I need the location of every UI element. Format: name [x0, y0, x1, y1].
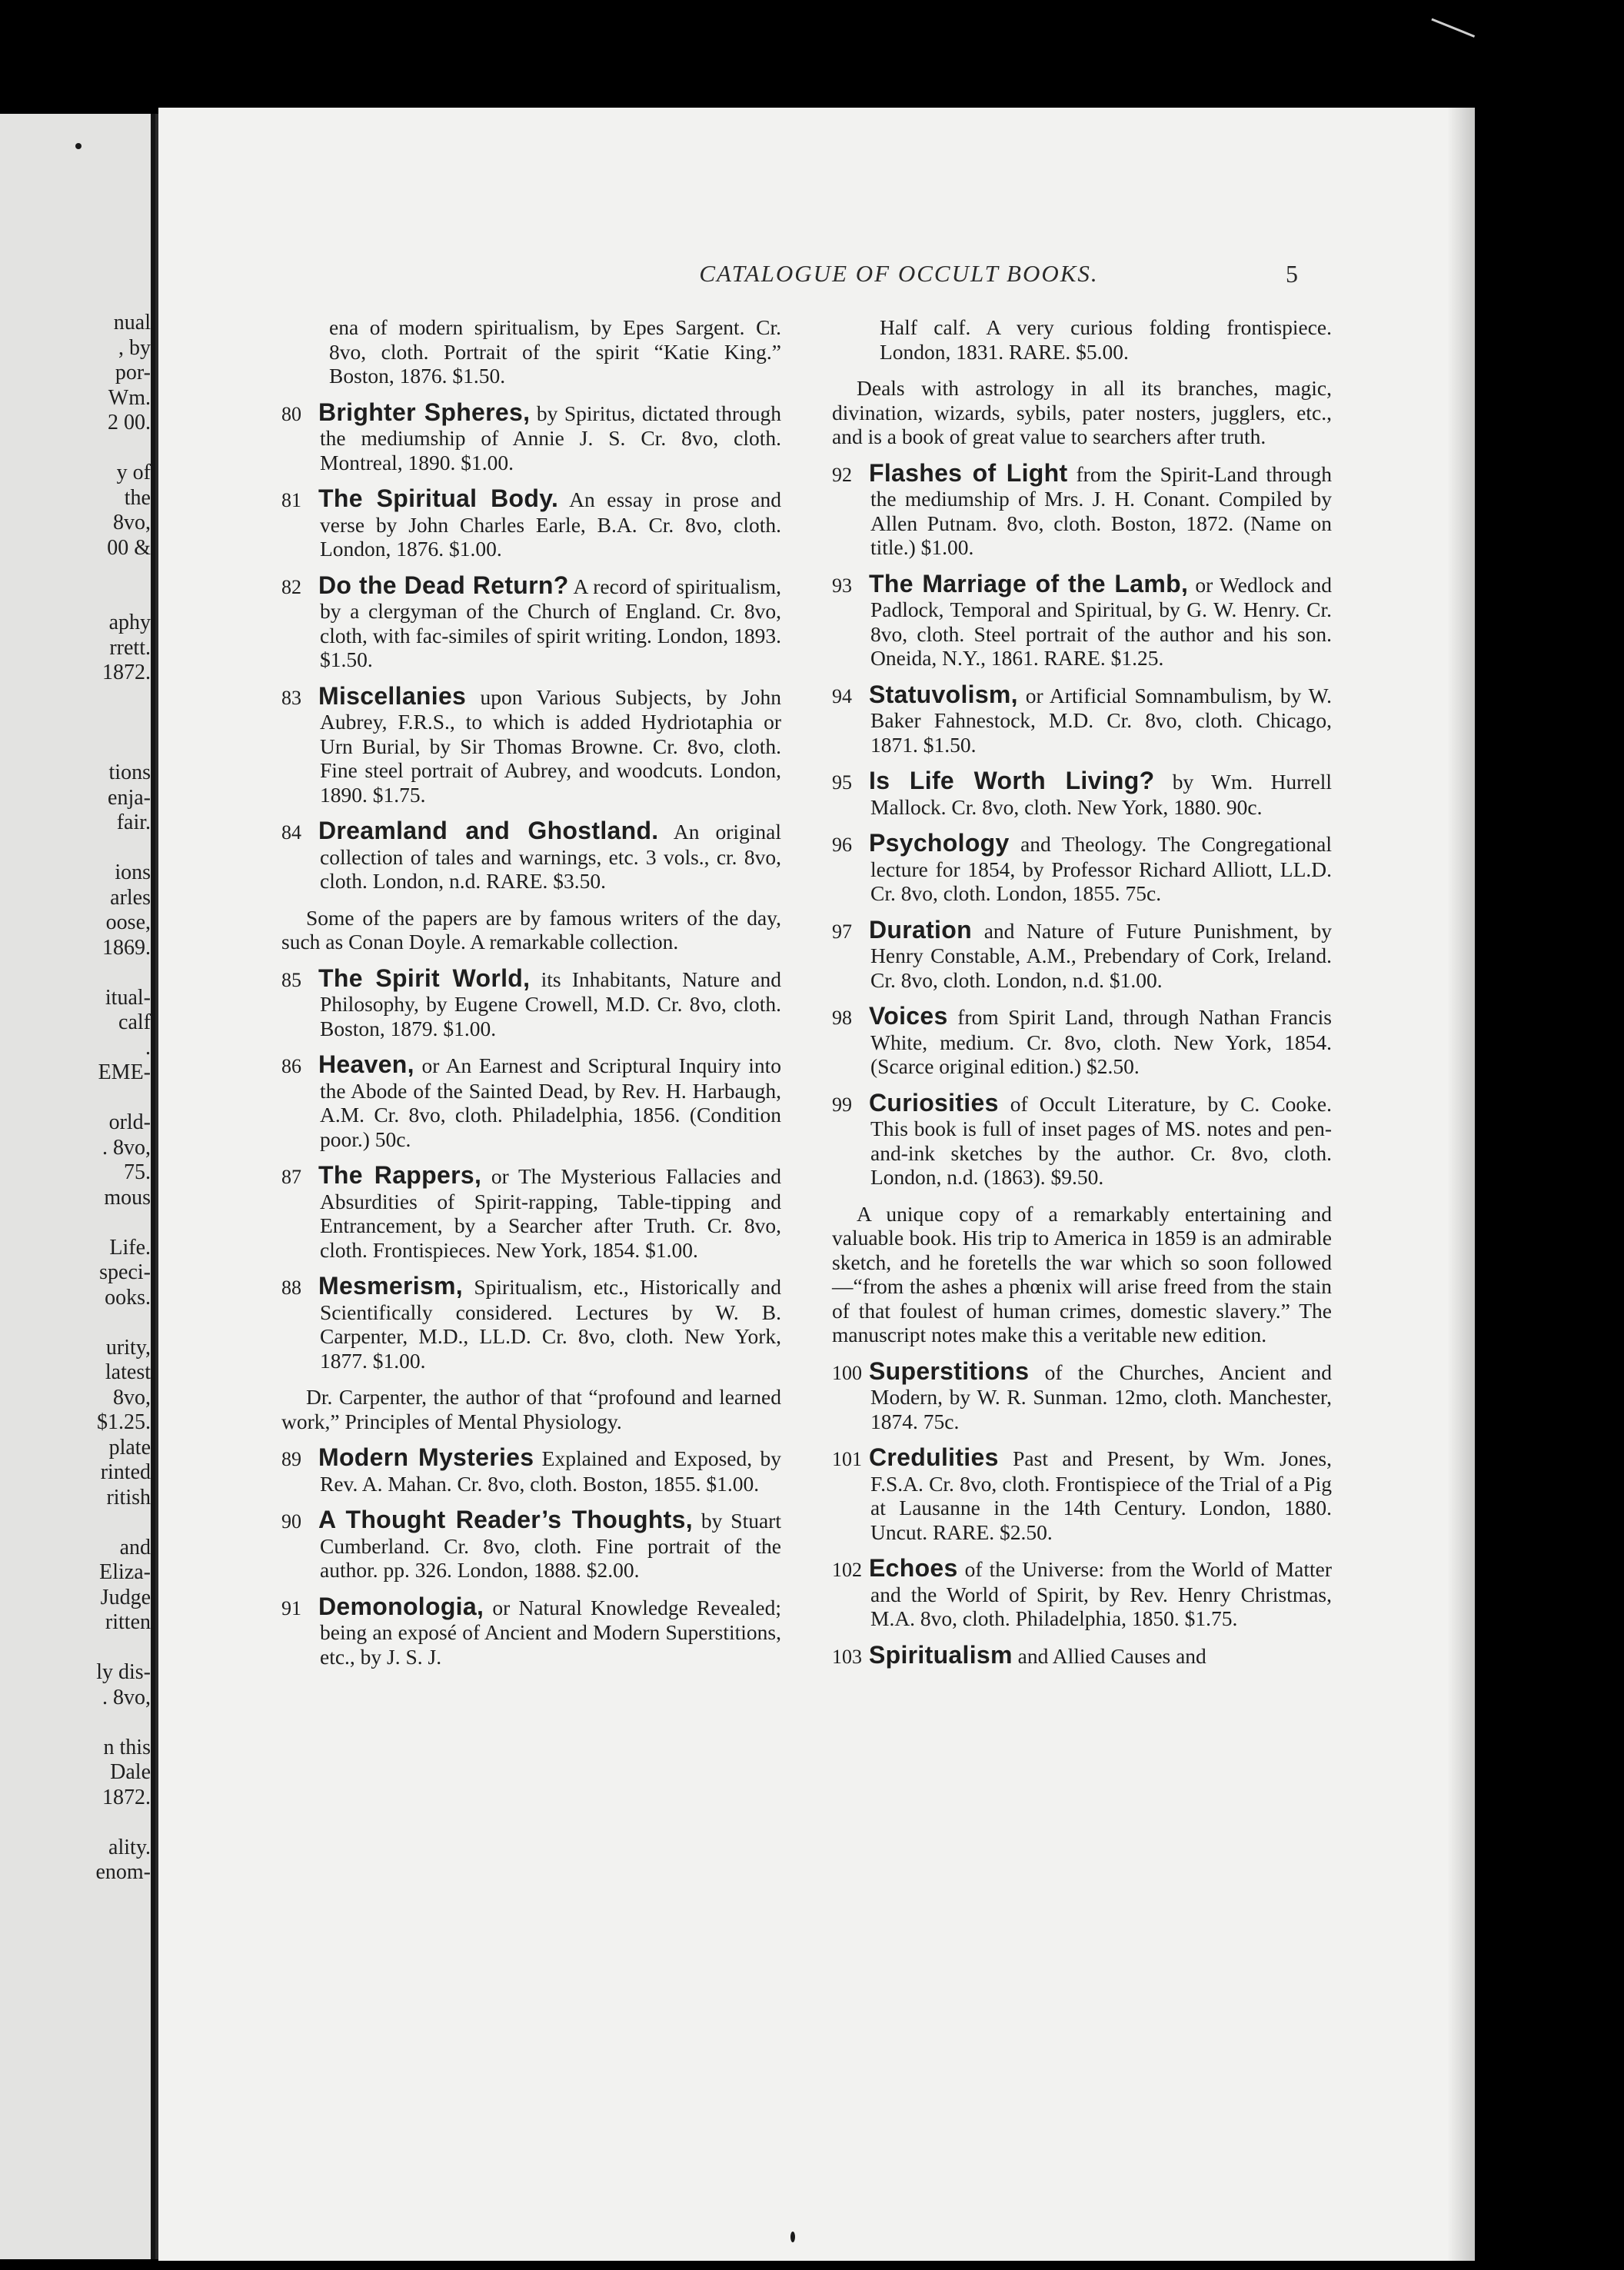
facing-page-line: ritish	[106, 1485, 151, 1509]
facing-page-line: aphy	[108, 611, 151, 634]
entry-description: of the Churches, Ancient and Modern, by W. R. Sunman. 12mo, cloth. Manchester, 1874. 75c.	[870, 1360, 1332, 1433]
facing-page-line: 8vo,	[113, 511, 151, 534]
entry-title: Flashes of Light	[869, 458, 1068, 487]
entry-title: Superstitions	[869, 1356, 1030, 1385]
entry-title: Do the Dead Return?	[318, 571, 569, 599]
catalogue-entry	[281, 964, 781, 1041]
entry-number: 86	[281, 1055, 301, 1077]
left-column	[281, 315, 781, 1681]
entry-number: 90	[281, 1510, 301, 1533]
catalogue-entry	[281, 681, 781, 807]
facing-page-line: . 8vo,	[102, 1685, 151, 1709]
page-corner-mark	[1426, 18, 1475, 52]
entry-title: Is Life Worth Living?	[869, 767, 1155, 794]
facing-page-line: mous	[104, 1185, 151, 1210]
facing-page-line: Wm.	[108, 385, 151, 410]
entry-continuation: Half calf. A very curious folding frontispiece. London, 1831. RARE. $5.00.	[880, 315, 1332, 364]
catalogue-entry	[832, 1356, 1332, 1434]
entry-description: and Theology. The Congregational lecture for 1854, by Professor Richard Alliott, LL.D. Cr. 8vo, cloth. London, 1855. 75c.	[870, 832, 1332, 905]
facing-page-line: rinted	[100, 1460, 151, 1484]
catalogue-entry	[832, 680, 1332, 757]
entry-description: by Wm. Hurrell Mallock. Cr. 8vo, cloth. New York, 1880. 90c.	[870, 770, 1332, 819]
catalogue-entry	[281, 571, 781, 672]
entry-title: Mesmerism,	[318, 1272, 463, 1300]
facing-page-line: n this	[103, 1735, 151, 1759]
catalogue-entry	[281, 1163, 781, 1262]
entry-title: Statuvolism,	[869, 680, 1018, 708]
facing-page-line: Dale	[110, 1760, 151, 1784]
catalogue-entry	[281, 1274, 781, 1373]
entry-description: or An Earnest and Scriptural Inquiry into the Abode of the Sainted Dead, by Rev. H. Harbaugh, A.M. Cr. 8vo, cloth. Philadelphia, 1856. (Condition poor.) 50c.	[320, 1053, 781, 1151]
entry-description: from the Spirit-Land through the mediumship of Mrs. J. H. Conant. Compiled by Allen Putnam. 8vo, cloth. Boston, 1872. (Name on title.) $1.00.	[870, 461, 1332, 559]
entry-number: 98	[832, 1007, 852, 1029]
facing-page-line: ality.	[108, 1835, 151, 1859]
catalogue-page	[158, 108, 1475, 2261]
facing-page-line: $1.25.	[97, 1410, 151, 1434]
facing-page-line: enja-	[108, 785, 151, 810]
facing-page-line: 1869.	[102, 935, 151, 960]
entry-description: by Spiritus, dictated through the mediumship of Annie J. S. Cr. 8vo, cloth. Montreal, 1890. $1.00.	[320, 401, 781, 474]
facing-page-line: ly dis-	[96, 1660, 151, 1684]
entry-number: 83	[281, 686, 301, 709]
facing-page-line: rrett.	[109, 635, 151, 660]
entry-description: and Allied Causes and	[1012, 1643, 1206, 1668]
catalogue-entry	[281, 1050, 781, 1151]
entry-number: 94	[832, 684, 852, 707]
entry-number: 100	[832, 1361, 862, 1384]
catalogue-entry	[832, 1443, 1332, 1544]
entry-number: 97	[832, 920, 852, 943]
entry-title: Duration	[869, 915, 972, 944]
entry-title: Modern Mysteries	[318, 1443, 534, 1471]
facing-page-line: por-	[115, 361, 151, 384]
entry-description: or Artificial Somnambulism, by W. Baker Fahnestock, M.D. Cr. 8vo, cloth. Chicago, 1871. $1.50.	[870, 683, 1332, 757]
facing-page-line: y of	[116, 461, 151, 484]
entry-description: from Spirit Land, through Nathan Francis White, medium. Cr. 8vo, cloth. New York, 1854. (Scarce original edition.) $2.50.	[870, 1005, 1332, 1078]
facing-page-line	[0, 836, 151, 861]
entry-number: 102	[832, 1559, 862, 1581]
facing-page-line: fair.	[116, 810, 151, 834]
facing-page-line: Eliza-	[99, 1560, 151, 1584]
catalogue-entry	[832, 458, 1332, 560]
facing-page	[0, 114, 158, 2259]
entry-note: Deals with astrology in all its branches, magic, divination, wizards, sybils, pater nosters, jugglers, etc., and is a book of great value to searchers after truth.	[832, 376, 1332, 448]
catalogue-entry	[281, 1508, 781, 1583]
catalogue-entry	[832, 1004, 1332, 1079]
entry-number: 93	[832, 574, 852, 597]
facing-page-line	[0, 711, 151, 736]
entry-number: 101	[832, 1448, 862, 1470]
entry-title: Curiosities	[869, 1088, 999, 1117]
catalogue-entry	[281, 484, 782, 561]
facing-page-line	[0, 1636, 151, 1661]
facing-page-line: itual-	[105, 985, 151, 1010]
facing-page-line: ritten	[105, 1610, 151, 1634]
entry-description: An essay in prose and verse by John Charles Earle, B.A. Cr. 8vo, cloth. London, 1876. $1.00.	[320, 488, 782, 561]
entry-title: Voices	[869, 1002, 948, 1030]
facing-page-line: 2 00.	[108, 411, 151, 434]
ink-speck	[75, 143, 82, 149]
facing-page-line: nual	[113, 311, 151, 335]
entry-number: 84	[281, 821, 301, 844]
running-head: CATALOGUE OF OCCULT BOOKS.	[699, 260, 1099, 287]
facing-page-line: latest	[105, 1360, 151, 1384]
entry-title: Credulities	[869, 1443, 999, 1471]
entry-note: A unique copy of a remarkably entertaining and valuable book. His trip to America in 1859 is an admirable sketch, and he foretells the war which so soon followed—“from the ashes a phœnix will arise freed from the stain of that foulest of human crimes, domestic slavery.” The manuscript notes make this a veritable new edition.	[832, 1201, 1332, 1346]
entry-number: 85	[281, 968, 301, 991]
entry-description: or Wedlock and Padlock, Temporal and Spiritual, by G. W. Henry. Cr. 8vo, cloth. Steel portrait of the author and his son. Oneida, N.Y., 1861. RARE. $1.25.	[870, 572, 1332, 670]
entry-title: Spiritualism	[869, 1640, 1013, 1669]
entry-description: A record of spiritualism, by a clergyman of the Church of England. Cr. 8vo, cloth, with fac-similes of spirit writing. London, 1893. $1.50.	[320, 574, 781, 671]
entry-continuation: ena of modern spiritualism, by Epes Sargent. Cr. 8vo, cloth. Portrait of the spirit “Katie King.” Boston, 1876. $1.50.	[329, 315, 781, 388]
facing-page-line: calf	[118, 1010, 151, 1034]
facing-page-line: . 8vo,	[102, 1135, 151, 1160]
entry-description: Past and Present, by Wm. Jones, F.S.A. Cr. 8vo, cloth. Frontispiece of the Trial of a Pig at Lausanne in the 14th Century. London, 1880. Uncut. RARE. $2.50.	[870, 1446, 1332, 1544]
catalogue-entry	[832, 915, 1332, 993]
entry-title: Psychology	[869, 829, 1010, 857]
facing-page-line: 1872.	[102, 661, 151, 684]
entry-title: Heaven,	[318, 1050, 414, 1078]
entry-title: Miscellanies	[318, 681, 467, 710]
facing-page-line	[0, 736, 151, 761]
facing-page-line	[0, 1310, 151, 1336]
facing-page-line: the	[124, 485, 151, 510]
catalogue-entry	[832, 831, 1332, 906]
facing-page-line: 8vo,	[113, 1385, 151, 1410]
facing-page-line: oose,	[105, 910, 151, 934]
facing-page-line	[0, 1810, 151, 1836]
facing-page-line: arles	[110, 885, 151, 910]
entry-title: Demonologia,	[318, 1592, 484, 1620]
facing-page-line	[0, 586, 151, 611]
catalogue-entry	[832, 1640, 1332, 1669]
entry-number: 103	[832, 1645, 862, 1668]
entry-number: 92	[832, 463, 852, 486]
facing-page-line: Life.	[109, 1235, 151, 1260]
entry-title: A Thought Reader’s Thoughts,	[318, 1506, 693, 1533]
catalogue-entry	[281, 1592, 781, 1669]
entry-title: The Spiritual Body.	[318, 484, 559, 512]
entry-number: 95	[832, 771, 852, 794]
entry-title: The Marriage of the Lamb,	[869, 569, 1189, 597]
facing-page-line	[0, 1510, 151, 1536]
entry-description: by Stuart Cumberland. Cr. 8vo, cloth. Fine portrait of the author. pp. 326. London, 1888. $2.00.	[320, 1509, 781, 1582]
catalogue-entry	[832, 1556, 1332, 1631]
catalogue-entry	[832, 1088, 1332, 1190]
entry-number: 99	[832, 1093, 852, 1116]
facing-page-line: orld-	[108, 1110, 151, 1134]
entry-title: Dreamland and Ghostland.	[318, 817, 659, 844]
facing-page-line	[0, 1086, 151, 1111]
facing-page-line: speci-	[99, 1260, 151, 1284]
facing-page-line	[0, 1710, 151, 1736]
facing-page-line	[0, 436, 151, 461]
facing-page-line: 00 &	[107, 535, 151, 560]
entry-number: 96	[832, 834, 852, 856]
entry-number: 91	[281, 1596, 301, 1619]
facing-page-line: urity,	[105, 1335, 151, 1360]
entry-description: An original collection of tales and warnings, etc. 3 vols., cr. 8vo, cloth. London, n.d. RARE. $3.50.	[320, 820, 781, 893]
book-gutter	[151, 114, 155, 2259]
facing-page-line: and	[119, 1535, 151, 1559]
page-number: 5	[1286, 260, 1298, 288]
catalogue-entry	[832, 769, 1332, 819]
entry-description: and Nature of Future Punishment, by Henry Constable, A.M., Prebendary of Cork, Ireland. Cr. 8vo, cloth. London, n.d. $1.00.	[870, 918, 1332, 992]
entry-title: The Spirit World,	[318, 964, 531, 992]
entry-number: 81	[281, 489, 301, 511]
entry-description: of Occult Literature, by C. Cooke. This book is full of inset pages of MS. notes and pen-and-ink sketches by the author. Cr. 8vo, cloth. London, n.d. (1863). $9.50.	[870, 1091, 1332, 1189]
facing-page-line: tions	[108, 761, 151, 784]
facing-page-line: ooks.	[105, 1285, 151, 1310]
entry-description: upon Various Subjects, by John Aubrey, F.R.S., to which is added Hydriotaphia or Urn Burial, by Sir Thomas Browne. Cr. 8vo, cloth. Fine steel portrait of Aubrey, and woodcuts. London, 1890. $1.75.	[320, 684, 781, 807]
facing-page-line: ions	[115, 860, 151, 884]
facing-page-line: , by	[118, 335, 151, 360]
catalogue-entry	[281, 398, 781, 475]
facing-page-line: .	[145, 1035, 151, 1060]
entry-number: 87	[281, 1166, 301, 1188]
facing-page-line: Judge	[100, 1585, 151, 1609]
catalogue-entry	[281, 819, 781, 894]
entry-description: of the Universe: from the World of Matter and the World of Spirit, by Rev. Henry Christmas, M.A. 8vo, cloth. Philadelphia, 1850. $1.75.	[870, 1557, 1332, 1630]
ink-speck	[790, 2232, 795, 2242]
entry-description: Spiritualism, etc., Historically and Scientifically considered. Lectures by W. B. Carpenter, M.D., LL.D. Cr. 8vo, cloth. New York, 1877. $1.00.	[320, 1275, 781, 1373]
entry-note: Some of the papers are by famous writers of the day, such as Conan Doyle. A remarkable collection.	[281, 905, 781, 954]
entry-number: 80	[281, 402, 301, 425]
entry-description: or Natural Knowledge Revealed; being an exposé of Ancient and Modern Superstitions, etc., by J. S. J.	[320, 1595, 781, 1669]
facing-page-line: EME-	[98, 1060, 151, 1084]
entry-description: or The Mysterious Fallacies and Absurdities of Spirit-rapping, Table-tipping and Entrancement, by a Searcher after Truth. Cr. 8vo, cloth. Frontispieces. New York, 1854. $1.00.	[320, 1164, 781, 1262]
facing-page-text	[0, 311, 151, 1886]
entry-title: Echoes	[869, 1554, 958, 1582]
facing-page-line	[0, 686, 151, 711]
entry-title: The Rappers,	[318, 1161, 482, 1189]
facing-page-line	[0, 960, 151, 986]
facing-page-line: 1872.	[102, 1785, 151, 1809]
entry-number: 82	[281, 575, 301, 598]
facing-page-line: enom-	[95, 1860, 151, 1884]
right-column	[832, 315, 1332, 1681]
catalogue-entry	[832, 569, 1332, 671]
facing-page-line	[0, 1210, 151, 1236]
entry-description: its Inhabitants, Nature and Philosophy, by Eugene Crowell, M.D. Cr. 8vo, cloth. Boston, 1879. $1.00.	[320, 967, 781, 1040]
entry-number: 88	[281, 1276, 301, 1299]
entry-description: Explained and Exposed, by Rev. A. Mahan. Cr. 8vo, cloth. Boston, 1855. $1.00.	[320, 1446, 781, 1496]
facing-page-line: 75.	[124, 1160, 151, 1184]
facing-page-line: plate	[108, 1435, 151, 1460]
entry-note: Dr. Carpenter, the author of that “profound and learned work,” Principles of Mental Physiology.	[281, 1385, 781, 1433]
entry-title: Brighter Spheres,	[318, 398, 531, 426]
facing-page-line	[0, 561, 151, 586]
catalogue-entry	[281, 1443, 781, 1496]
entry-number: 89	[281, 1448, 301, 1470]
